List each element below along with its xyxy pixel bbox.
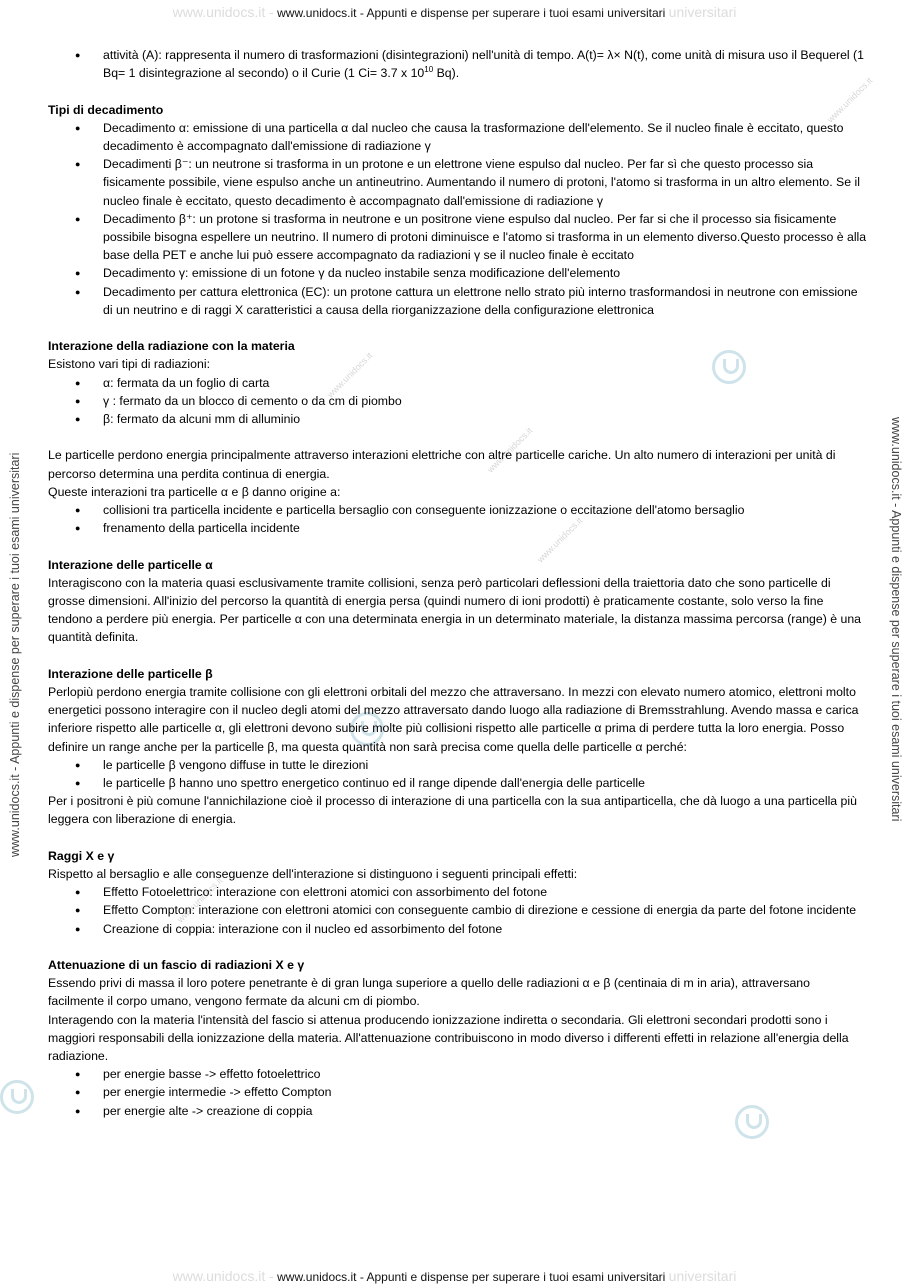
list-item: ● Decadimenti β⁻: un neutrone si trasforma in un protone e un elettrone viene espulso dal nucleo. Per far sì che questo processo sia fisicamente possibile, viene espulso anche un antineutrino. Aumentando il numero di protoni, l'atomo si trasforma in un altro elemento. Se il nucleo finale è eccitato, questo decadimento è accompagnato dall'emissione di radiazione γ	[48, 155, 868, 210]
header-ghost-right: universitari	[668, 4, 737, 20]
watermark-text: www.unidocs.it	[535, 515, 585, 565]
section-title-decay: Tipi di decadimento	[48, 102, 164, 117]
list-item: ● Effetto Fotoelettrico: interazione con elettroni atomici con assorbimento del fotone	[48, 883, 868, 901]
list-item: ● collisioni tra particella incidente e particella bersaglio con conseguente ionizzazione o eccitazione dell'atomo bersaglio	[48, 501, 868, 519]
list-item: ● Decadimento γ: emissione di un fotone γ da nucleo instabile senza modificazione dell'elemento	[48, 264, 868, 282]
radiation-types-list	[48, 374, 868, 429]
list-item: ● attività (A): rappresenta il numero di trasformazioni (disintegrazioni) nell'unità di tempo. A(t)= λ× N(t), come unità di misura uso il Bequerel (1 Bq= 1 disintegrazione al secondo) o il Curie (1 Ci= 3.7 x $10^{10}$ Bq).	[48, 46, 868, 82]
watermark-text: www.unidocs.it	[175, 875, 225, 925]
interaction-effects-list	[48, 501, 868, 537]
document-body	[48, 46, 868, 1120]
footer-text: www.unidocs.it - Appunti e dispense per superare i tuoi esami universitari	[277, 1270, 666, 1284]
paragraph: Interagiscono con la materia quasi esclusivamente tramite collisioni, senza però particolari deflessioni della traiettoria dato che sono particelle di grosse dimensioni. All'inizio del percorso la quantità di energia persa (quindi numero di ioni prodotti) è praticamente costante, solo verso la fine tendono a perdere più energia. Per particelle α con una determinata energia in un determinato materiale, la distanza massima percorsa (range) è una quantità definita.	[48, 575, 862, 645]
section-title-beta: Interazione delle particelle β	[48, 666, 213, 681]
page-header	[0, 4, 909, 20]
header-text: www.unidocs.it - Appunti e dispense per superare i tuoi esami universitari	[277, 6, 666, 20]
list-item: ● Effetto Compton: interazione con elettroni atomici con conseguente cambio di direzione e cessione di energia da parte del fotone incidente	[48, 901, 868, 919]
watermark-text: www.unidocs.it	[325, 350, 375, 400]
paragraph: Queste interazioni tra particelle α e β danno origine a:	[48, 484, 341, 499]
list-item: ● le particelle β hanno uno spettro energetico continuo ed il range dipende dall'energia delle particelle	[48, 774, 868, 792]
watermark-text: www.unidocs.it	[825, 75, 875, 125]
list-item: ● Creazione di coppia: interazione con il nucleo ed assorbimento del fotone	[48, 920, 868, 938]
section-title-interaction: Interazione della radiazione con la materia	[48, 339, 295, 354]
list-item: ● α: fermata da un foglio di carta	[48, 374, 868, 392]
paragraph: Perlopiù perdono energia tramite collisione con gli elettroni orbitali del mezzo che attraversano. In mezzi con elevato numero atomico, elettroni molto energetici possono interagire con il nucleo degli atomi del mezzo attraversato dando luogo alla radiazione di Bremsstrahlung. Avendo massa e carica inferiore rispetto alle particelle α, gli elettroni devono subire molte più collisioni rispetto alle particelle α prima di perdere tutta la loro energia. Posso definire un range anche per la particelle β, ma questa quantità non sarà precisa come quella delle particelle α perché:	[48, 685, 859, 754]
watermark-text: www.unidocs.it	[485, 425, 535, 475]
paragraph: Le particelle perdono energia principalmente attraverso interazioni elettriche con altre particelle cariche. Un alto numero di interazioni per unità di percorso determina una perdita continua di energia.	[48, 448, 836, 481]
paragraph: Esistono vari tipi di radiazioni:	[48, 357, 210, 372]
list-item: ● Decadimento β⁺: un protone si trasforma in neutrone e un positrone viene espulso dal nucleo. Per far si che il processo sia fisicamente possibile bisogna espellere un neutrino. Il numero di protoni diminuisce e l'atomo si trasforma in un elemento diverso.Questo processo è alla base della PET e anche lui può essere accompagnato da radiazioni γ se il nucleo finale è eccitato	[48, 210, 868, 265]
list-item: ● frenamento della particella incidente	[48, 519, 868, 537]
footer-ghost-left: www.unidocs.it -	[172, 1268, 274, 1284]
paragraph: Interagendo con la materia l'intensità del fascio si attenua producendo ionizzazione indiretta o secondaria. Gli elettroni secondari prodotti sono i maggiori responsabili della ionizzazione della materia. All'attenuazione contribuiscono in modo diverso i differenti effetti in relazione all'energia della radiazione.	[48, 1012, 849, 1064]
paragraph: Essendo privi di massa il loro potere penetrante è di gran lunga superiore a quello delle radiazioni α e β (centinaia di m in aria), attraversano facilmente il corpo umano, vengono fermate da alcuni cm di piombo.	[48, 976, 810, 1009]
paragraph: Rispetto al bersaglio e alle conseguenze dell'interazione si distinguono i seguenti principali effetti:	[48, 867, 578, 882]
side-watermark-left: www.unidocs.it - Appunti e dispense per superare i tuoi esami universitari	[8, 452, 22, 857]
list-item: ● Decadimento per cattura elettronica (EC): un protone cattura un elettrone nello strato più interno trasformandosi in neutrone con emissione di un neutrino e di raggi X caratteristici a causa della riorganizzazione della configurazione elettronica	[48, 283, 868, 319]
section-title-attenuation: Attenuazione di un fascio di radiazioni X e γ	[48, 958, 305, 973]
list-item: ● γ : fermato da un blocco di cemento o da cm di piombo	[48, 392, 868, 410]
list-item: ● Decadimento α: emissione di una particella α dal nucleo che causa la trasformazione dell'elemento. Se il nucleo finale è eccitato, questo decadimento è accompagnato dall'emissione di radiazione γ	[48, 119, 868, 155]
footer-ghost-right: universitari	[668, 1268, 737, 1284]
list-item: ● per energie basse -> effetto fotoelettrico	[48, 1065, 868, 1083]
section-title-xray: Raggi X e γ	[48, 848, 115, 863]
list-item: ● per energie intermedie -> effetto Compton	[48, 1083, 868, 1101]
attenuation-list	[48, 1065, 868, 1120]
unidocs-logo-icon	[0, 1080, 34, 1114]
list-item: ● β: fermato da alcuni mm di alluminio	[48, 410, 868, 428]
paragraph: Per i positroni è più comune l'annichilazione cioè il processo di interazione di una particella con la sua antiparticella, che dà luogo a una particella più leggera con liberazione di energia.	[48, 794, 857, 827]
intro-list	[48, 46, 868, 82]
section-title-alpha: Interazione delle particelle α	[48, 557, 213, 572]
side-watermark-right: www.unidocs.it - Appunti e dispense per superare i tuoi esami universitari	[889, 417, 903, 822]
decay-list	[48, 119, 868, 319]
header-ghost-left: www.unidocs.it -	[172, 4, 274, 20]
beta-list	[48, 756, 868, 792]
list-item: ● le particelle β vengono diffuse in tutte le direzioni	[48, 756, 868, 774]
page-footer	[0, 1268, 909, 1284]
list-item: ● per energie alte -> creazione di coppia	[48, 1102, 868, 1120]
xray-effects-list	[48, 883, 868, 938]
